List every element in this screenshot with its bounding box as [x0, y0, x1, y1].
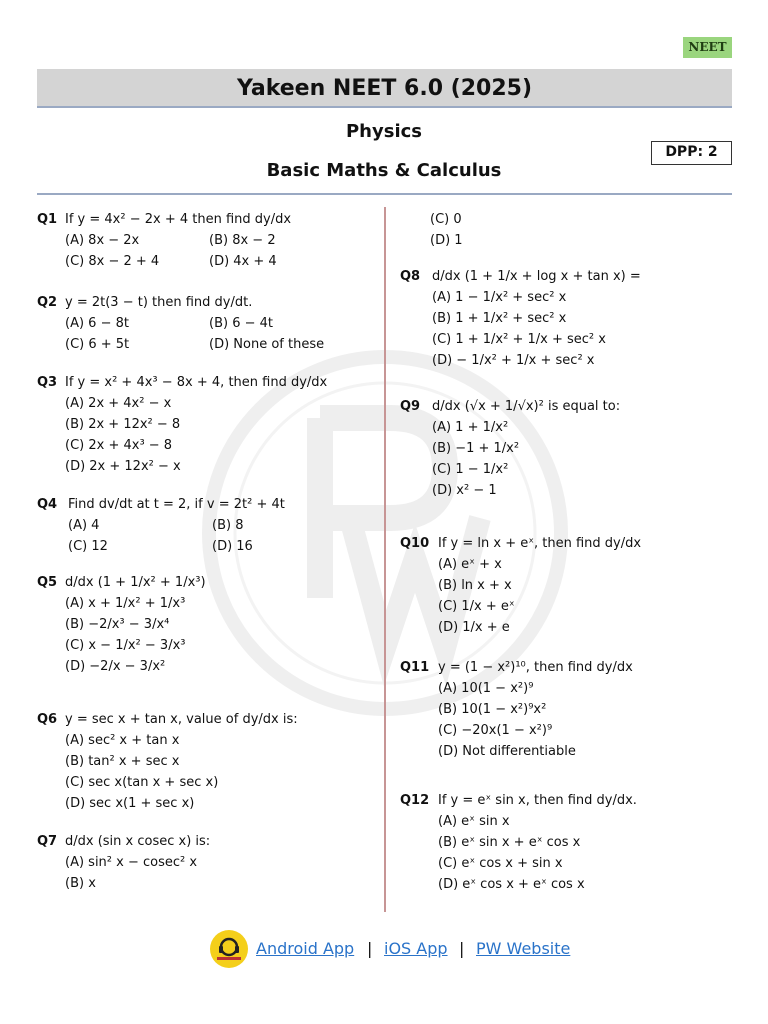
option-c: (C) 0	[430, 212, 462, 227]
option-a: (A) 4	[68, 518, 100, 533]
option-a: (A) 1 + 1/x²	[432, 420, 509, 435]
option-b: (B) 8	[212, 518, 244, 533]
option-d: (D) − 1/x² + 1/x + sec² x	[432, 353, 595, 368]
chapter-heading: Basic Maths & Calculus	[266, 160, 502, 181]
dpp-label: DPP: 2	[651, 141, 732, 165]
option-c: (C) 8x − 2 + 4	[65, 254, 160, 269]
footer	[210, 930, 610, 970]
option-a: (A) 2x + 4x² − x	[65, 396, 172, 411]
option-d: (D) eˣ cos x + eˣ cos x	[438, 877, 585, 892]
question-text: If y = ln x + eˣ, then find dy/dx	[438, 536, 642, 551]
option-c: (C) 12	[68, 539, 108, 554]
subject-heading: Physics	[345, 121, 422, 142]
option-c: (C) sec x(tan x + sec x)	[65, 775, 219, 790]
option-b: (B) 2x + 12x² − 8	[65, 417, 181, 432]
question-number: Q12	[400, 793, 430, 808]
option-a: (A) sin² x − cosec² x	[65, 855, 198, 870]
question-text: y = (1 − x²)¹⁰, then find dy/dx	[438, 660, 633, 675]
question-number: Q11	[400, 660, 430, 675]
option-d: (D) 1/x + e	[438, 620, 510, 635]
question-number: Q9	[400, 399, 421, 414]
option-c: (C) x − 1/x² − 3/x³	[65, 638, 186, 653]
option-a: (A) x + 1/x² + 1/x³	[65, 596, 186, 611]
pw-website-link[interactable]: PW Website	[476, 939, 571, 958]
android-app-link[interactable]: Android App	[256, 939, 355, 958]
page-title: Yakeen NEET 6.0 (2025)	[37, 69, 732, 108]
option-d: (D) Not differentiable	[438, 744, 576, 759]
column-divider	[384, 207, 386, 912]
option-d: (D) sec x(1 + sec x)	[65, 796, 195, 811]
question-text: d/dx (√x + 1/√x)² is equal to:	[432, 399, 621, 414]
question-text: y = 2t(3 − t) then find dy/dt.	[65, 295, 253, 310]
question-text: y = sec x + tan x, value of dy/dx is:	[65, 712, 298, 727]
question-number: Q2	[37, 295, 58, 310]
option-c: (C) −20x(1 − x²)⁹	[438, 723, 553, 738]
option-d: (D) −2/x − 3/x²	[65, 659, 166, 674]
option-a: (A) eˣ sin x	[438, 814, 510, 829]
customer-service-logo-icon	[210, 930, 248, 968]
option-b: (B) 8x − 2	[209, 233, 276, 248]
option-a: (A) eˣ + x	[438, 557, 502, 572]
option-b: (B) x	[65, 876, 96, 891]
option-a: (A) 10(1 − x²)⁹	[438, 681, 534, 696]
option-d: (D) 16	[212, 539, 253, 554]
option-a: (A) 1 − 1/x² + sec² x	[432, 290, 567, 305]
question-number: Q7	[37, 834, 58, 849]
question-number: Q8	[400, 269, 421, 284]
option-b: (B) −2/x³ − 3/x⁴	[65, 617, 170, 632]
question-text: Find dv/dt at t = 2, if v = 2t² + 4t	[68, 497, 285, 512]
question-text: If y = eˣ sin x, then find dy/dx.	[438, 793, 637, 808]
option-c: (C) eˣ cos x + sin x	[438, 856, 563, 871]
option-b: (B) 1 + 1/x² + sec² x	[432, 311, 567, 326]
option-d: (D) 2x + 12x² − x	[65, 459, 181, 474]
option-c: (C) 1 + 1/x² + 1/x + sec² x	[432, 332, 606, 347]
question-number: Q6	[37, 712, 58, 727]
question-text: d/dx (1 + 1/x² + 1/x³)	[65, 575, 206, 590]
option-a: (A) 8x − 2x	[65, 233, 140, 248]
question-number: Q3	[37, 375, 58, 390]
question-text: If y = x² + 4x³ − 8x + 4, then find dy/dx	[65, 375, 328, 390]
question-number: Q10	[400, 536, 430, 551]
question-text: If y = 4x² − 2x + 4 then find dy/dx	[65, 212, 292, 227]
option-b: (B) 10(1 − x²)⁹x²	[438, 702, 547, 717]
question-number: Q5	[37, 575, 58, 590]
neet-badge: NEET	[683, 37, 732, 58]
option-d: (D) 4x + 4	[209, 254, 277, 269]
option-a: (A) 6 − 8t	[65, 316, 129, 331]
question-text: d/dx (sin x cosec x) is:	[65, 834, 211, 849]
option-d: (D) x² − 1	[432, 483, 497, 498]
option-b: (B) −1 + 1/x²	[432, 441, 520, 456]
option-a: (A) sec² x + tan x	[65, 733, 180, 748]
footer-separator: |	[367, 939, 373, 958]
option-b: (B) ln x + x	[438, 578, 512, 593]
footer-separator: |	[459, 939, 465, 958]
option-b: (B) 6 − 4t	[209, 316, 273, 331]
question-number: Q4	[37, 497, 58, 512]
option-c: (C) 1 − 1/x²	[432, 462, 509, 477]
option-d: (D) 1	[430, 233, 463, 248]
option-c: (C) 1/x + eˣ	[438, 599, 515, 614]
option-c: (C) 2x + 4x³ − 8	[65, 438, 173, 453]
option-d: (D) None of these	[209, 337, 325, 352]
option-b: (B) eˣ sin x + eˣ cos x	[438, 835, 581, 850]
question-text: d/dx (1 + 1/x + log x + tan x) =	[432, 269, 641, 284]
header-rule	[37, 193, 732, 195]
question-number: Q1	[37, 212, 58, 227]
option-b: (B) tan² x + sec x	[65, 754, 180, 769]
ios-app-link[interactable]: iOS App	[384, 939, 448, 958]
option-c: (C) 6 + 5t	[65, 337, 130, 352]
